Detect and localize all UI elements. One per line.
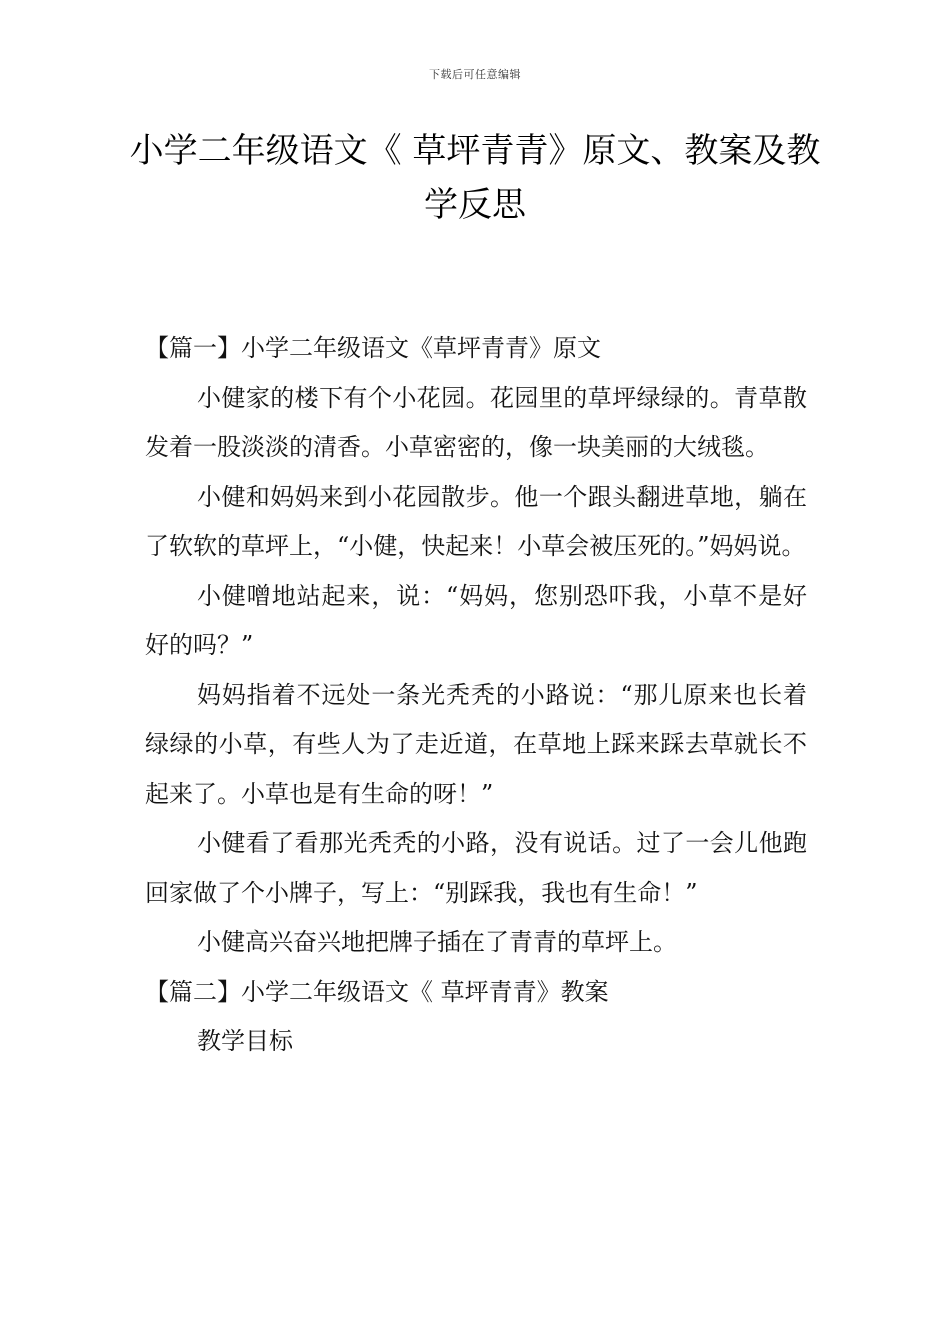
document-body [145, 324, 807, 1067]
paragraph: 小健高兴奋兴地把牌子插在了青青的草坪上。 [197, 928, 677, 956]
paragraph: 妈妈指着不远处一条光秃秃的小路说：“那儿原来也长着绿绿的小草，有些人为了走近道，在草地上踩来踩去草就长不起来了。小草也是有生命的呀！” [145, 680, 807, 808]
paragraph: 教学目标 [197, 1027, 293, 1055]
paragraph: 小健噌地站起来，说：“妈妈，您别恐吓我，小草不是好好的吗？” [145, 581, 807, 659]
paragraph: 小健和妈妈来到小花园散步。他一个跟头翻进草地，躺在了软软的草坪上，“小健，快起来！小草会被压死的。”妈妈说。 [145, 482, 807, 560]
section-heading: 【篇一】小学二年级语文《草坪青青》原文 [145, 334, 601, 362]
paragraph: 小健家的楼下有个小花园。花园里的草坪绿绿的。青草散发着一股淡淡的清香。小草密密的，像一块美丽的大绒毯。 [145, 383, 807, 461]
document-title: 小学二年级语文《 草坪青青》原文、教案及教学反思 [129, 131, 821, 225]
section-heading: 【篇二】小学二年级语文《 草坪青青》教案 [145, 977, 609, 1006]
header-note: 下载后可任意编辑 [429, 68, 521, 81]
paragraph: 小健看了看那光秃秃的小路，没有说话。过了一会儿他跑回家做了个小牌子，写上：“别踩我，我也有生命！” [145, 829, 807, 907]
